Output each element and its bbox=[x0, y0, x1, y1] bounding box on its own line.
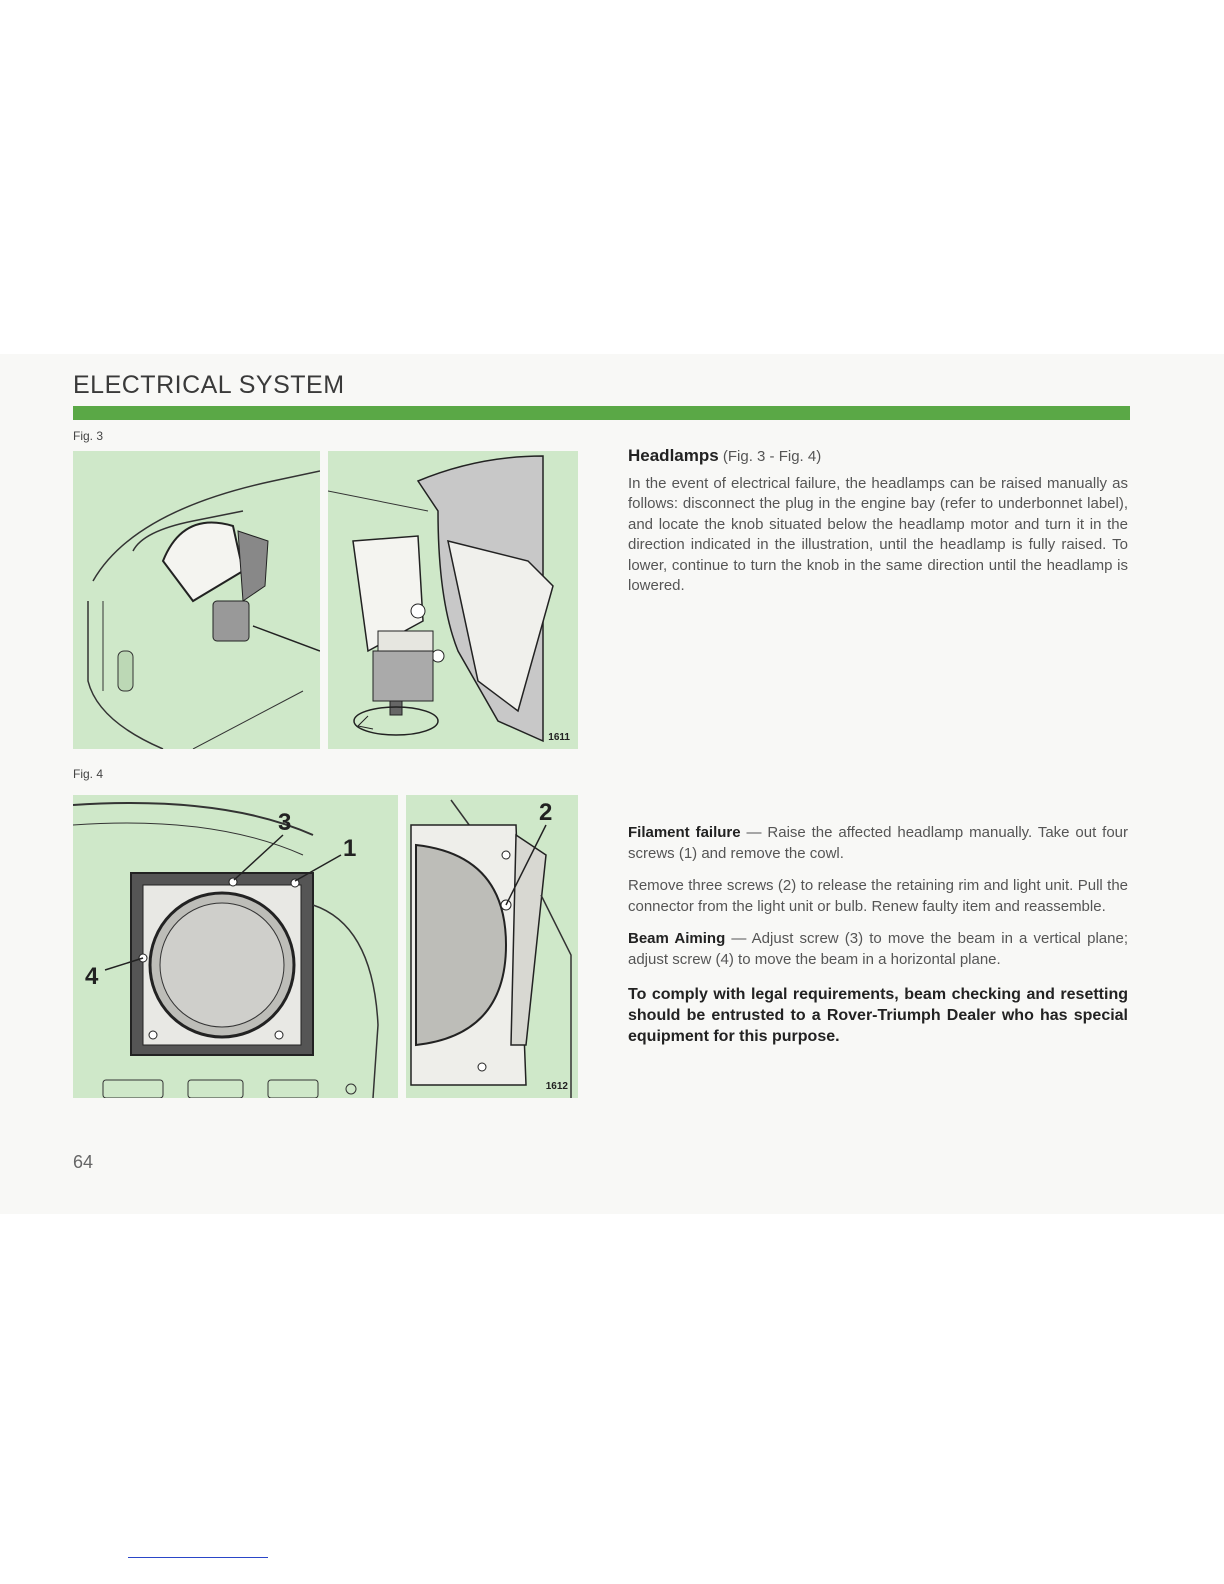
callout-2: 2 bbox=[539, 799, 553, 826]
section-title: ELECTRICAL SYSTEM bbox=[73, 371, 345, 399]
headlamp-raised-illustration bbox=[73, 451, 320, 749]
page-number: 64 bbox=[73, 1152, 94, 1172]
callout-1: 1 bbox=[343, 835, 357, 862]
callout-4: 4 bbox=[85, 963, 99, 990]
fig4-left-illustration bbox=[73, 795, 398, 1098]
footer-rule bbox=[128, 1557, 268, 1558]
fig3-left-illustration bbox=[73, 451, 320, 749]
fig3-code: 1611 bbox=[548, 732, 570, 743]
beam-text: — Adjust screw (3) to move the beam in a vertical plane; adjust screw (4) to move the beam in a horizontal plane. bbox=[628, 930, 1129, 968]
fig4-label: Fig. 4 bbox=[73, 767, 104, 781]
headlamp-motor-knob-illustration bbox=[328, 451, 578, 749]
filament-heading: Filament failure bbox=[628, 824, 741, 841]
beam-paragraph bbox=[628, 929, 1128, 970]
filament-text: — Raise the affected headlamp manually. Take out four screws (1) and remove the cowl. bbox=[628, 824, 1129, 862]
beam-heading: Beam Aiming bbox=[628, 930, 726, 947]
section-divider-bar bbox=[73, 406, 1130, 420]
headlamps-figure-ref: (Fig. 3 - Fig. 4) bbox=[722, 448, 822, 465]
filament-paragraph bbox=[628, 823, 1128, 864]
headlamps-heading: Headlamps bbox=[628, 446, 719, 465]
headlamp-side-illustration bbox=[406, 795, 578, 1098]
fig4-code: 1612 bbox=[545, 1081, 568, 1092]
callout-3: 3 bbox=[278, 809, 292, 836]
legal-notice: To comply with legal requirements, beam checking and resetting should be entrusted to a Rover-Triumph Dealer who has special equipment for this purpose. bbox=[628, 986, 1128, 1045]
fig3-right-illustration bbox=[328, 451, 578, 749]
headlamps-section bbox=[628, 446, 1128, 606]
remove-paragraph: Remove three screws (2) to release the retaining rim and light unit. Pull the connector from the light unit or bulb. Renew faulty item and reassemble. bbox=[628, 877, 1128, 915]
headlamps-paragraph: In the event of electrical failure, the headlamps can be raised manually as follows: disconnect the plug in the engine bay (refer to underbonnet label), and locate the knob situated below the headlamp motor and turn it in the direction indicated in the illustration, until the headlamp is fully raised. To lower, continue to turn the knob in the same direction until the headlamp is lowered. bbox=[628, 474, 1128, 594]
fig3-label: Fig. 3 bbox=[73, 429, 104, 443]
fig4-right-illustration bbox=[406, 795, 578, 1098]
maintenance-section bbox=[628, 823, 1128, 1056]
